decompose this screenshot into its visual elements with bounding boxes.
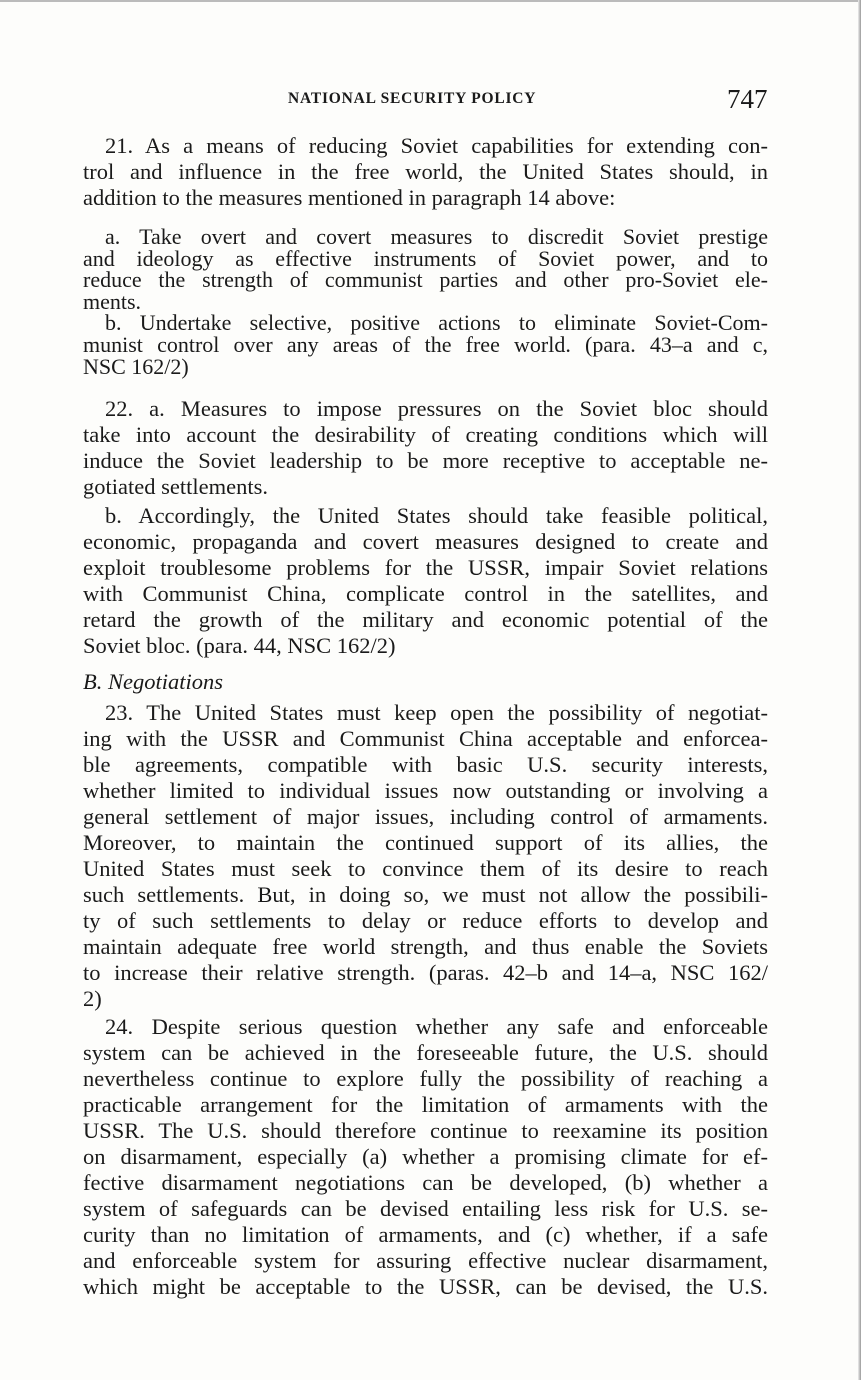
text-line: Moreover, to maintain the continued support of its allies, the [83,830,768,855]
para-23 [83,700,768,1012]
text-line: 23. The United States must keep open the possibility of negotiat- [105,700,768,725]
text-line: curity than no limitation of armaments, and (c) whether, if a safe [83,1222,768,1247]
text-line: trol and influence in the free world, the United States should, in [83,159,768,184]
para-24 [83,1014,768,1300]
para-22-a [83,396,768,500]
text-line: b. Accordingly, the United States should take feasible political, [105,503,768,528]
text-line: retard the growth of the military and economic potential of the [83,607,768,632]
text-line: exploit troublesome problems for the USSR, impair Soviet relations [83,555,768,580]
text-line: maintain adequate free world strength, and thus enable the Soviets [83,934,768,959]
text-line: ing with the USSR and Communist China acceptable and enforcea- [83,726,768,751]
text-line: system of safeguards can be devised entailing less risk for U.S. se- [83,1196,768,1221]
text-line: 2) [83,986,102,1011]
running-title: NATIONAL SECURITY POLICY [288,90,537,107]
text-line: 22. a. Measures to impose pressures on the Soviet bloc should [105,396,768,421]
text-line: practicable arrangement for the limitation of armaments with the [83,1092,768,1117]
text-line: economic, propaganda and covert measures designed to create and [83,529,768,554]
section-heading: B. Negotiations [83,669,223,694]
text-line: NSC 162/2) [83,354,189,379]
text-line: 24. Despite serious question whether any safe and enforceable [105,1014,768,1039]
text-line: ble agreements, compatible with basic U.S. security interests, [83,752,768,777]
para-21-a [83,226,768,312]
text-line: on disarmament, especially (a) whether a promising climate for ef- [83,1144,768,1169]
text-line: with Communist China, complicate control in the satellites, and [83,581,768,606]
text-line: a. Take overt and covert measures to discredit Soviet prestige [105,224,768,249]
text-line: and ideology as effective instruments of Soviet power, and to [83,245,768,271]
text-line: which might be acceptable to the USSR, can be devised, the U.S. [83,1274,768,1299]
para-21-b [83,312,768,378]
page-number: 747 [727,84,768,114]
text-line: nevertheless continue to explore fully the possibility of reaching a [83,1066,768,1091]
text-line: and enforceable system for assuring effective nuclear disarmament, [83,1248,768,1273]
text-line: system can be achieved in the foreseeable future, the U.S. should [83,1040,768,1065]
para-21 [83,133,768,211]
text-line: ments. [83,288,142,314]
text-line: reduce the strength of communist parties and other pro-Soviet ele- [83,267,768,292]
text-line: gotiated settlements. [83,474,268,499]
scan-top-edge [0,0,861,2]
text-line: ty of such settlements to delay or reduce efforts to develop and [83,908,768,933]
text-line: to increase their relative strength. (paras. 42–b and 14–a, NSC 162/ [83,960,768,985]
text-line: Soviet bloc. (para. 44, NSC 162/2) [83,633,396,658]
text-line: general settlement of major issues, including control of armaments. [83,804,768,829]
text-line: b. Undertake selective, positive actions to eliminate Soviet-Com- [105,310,768,335]
text-line: munist control over any areas of the free world. (para. 43–a and c, [83,332,768,357]
text-line: take into account the desirability of creating conditions which will [83,422,768,447]
para-22-b [83,503,768,659]
text-line: such settlements. But, in doing so, we must not allow the possibili- [83,882,768,907]
text-line: fective disarmament negotiations can be developed, (b) whether a [83,1170,768,1195]
text-line: 21. As a means of reducing Soviet capabilities for extending con- [105,133,768,158]
text-line: addition to the measures mentioned in paragraph 14 above: [83,185,616,210]
text-line: United States must seek to convince them of its desire to reach [83,856,768,881]
text-line: whether limited to individual issues now outstanding or involving a [83,778,768,803]
text-line: induce the Soviet leadership to be more receptive to acceptable ne- [83,448,768,473]
text-line: USSR. The U.S. should therefore continue to reexamine its position [83,1118,768,1143]
